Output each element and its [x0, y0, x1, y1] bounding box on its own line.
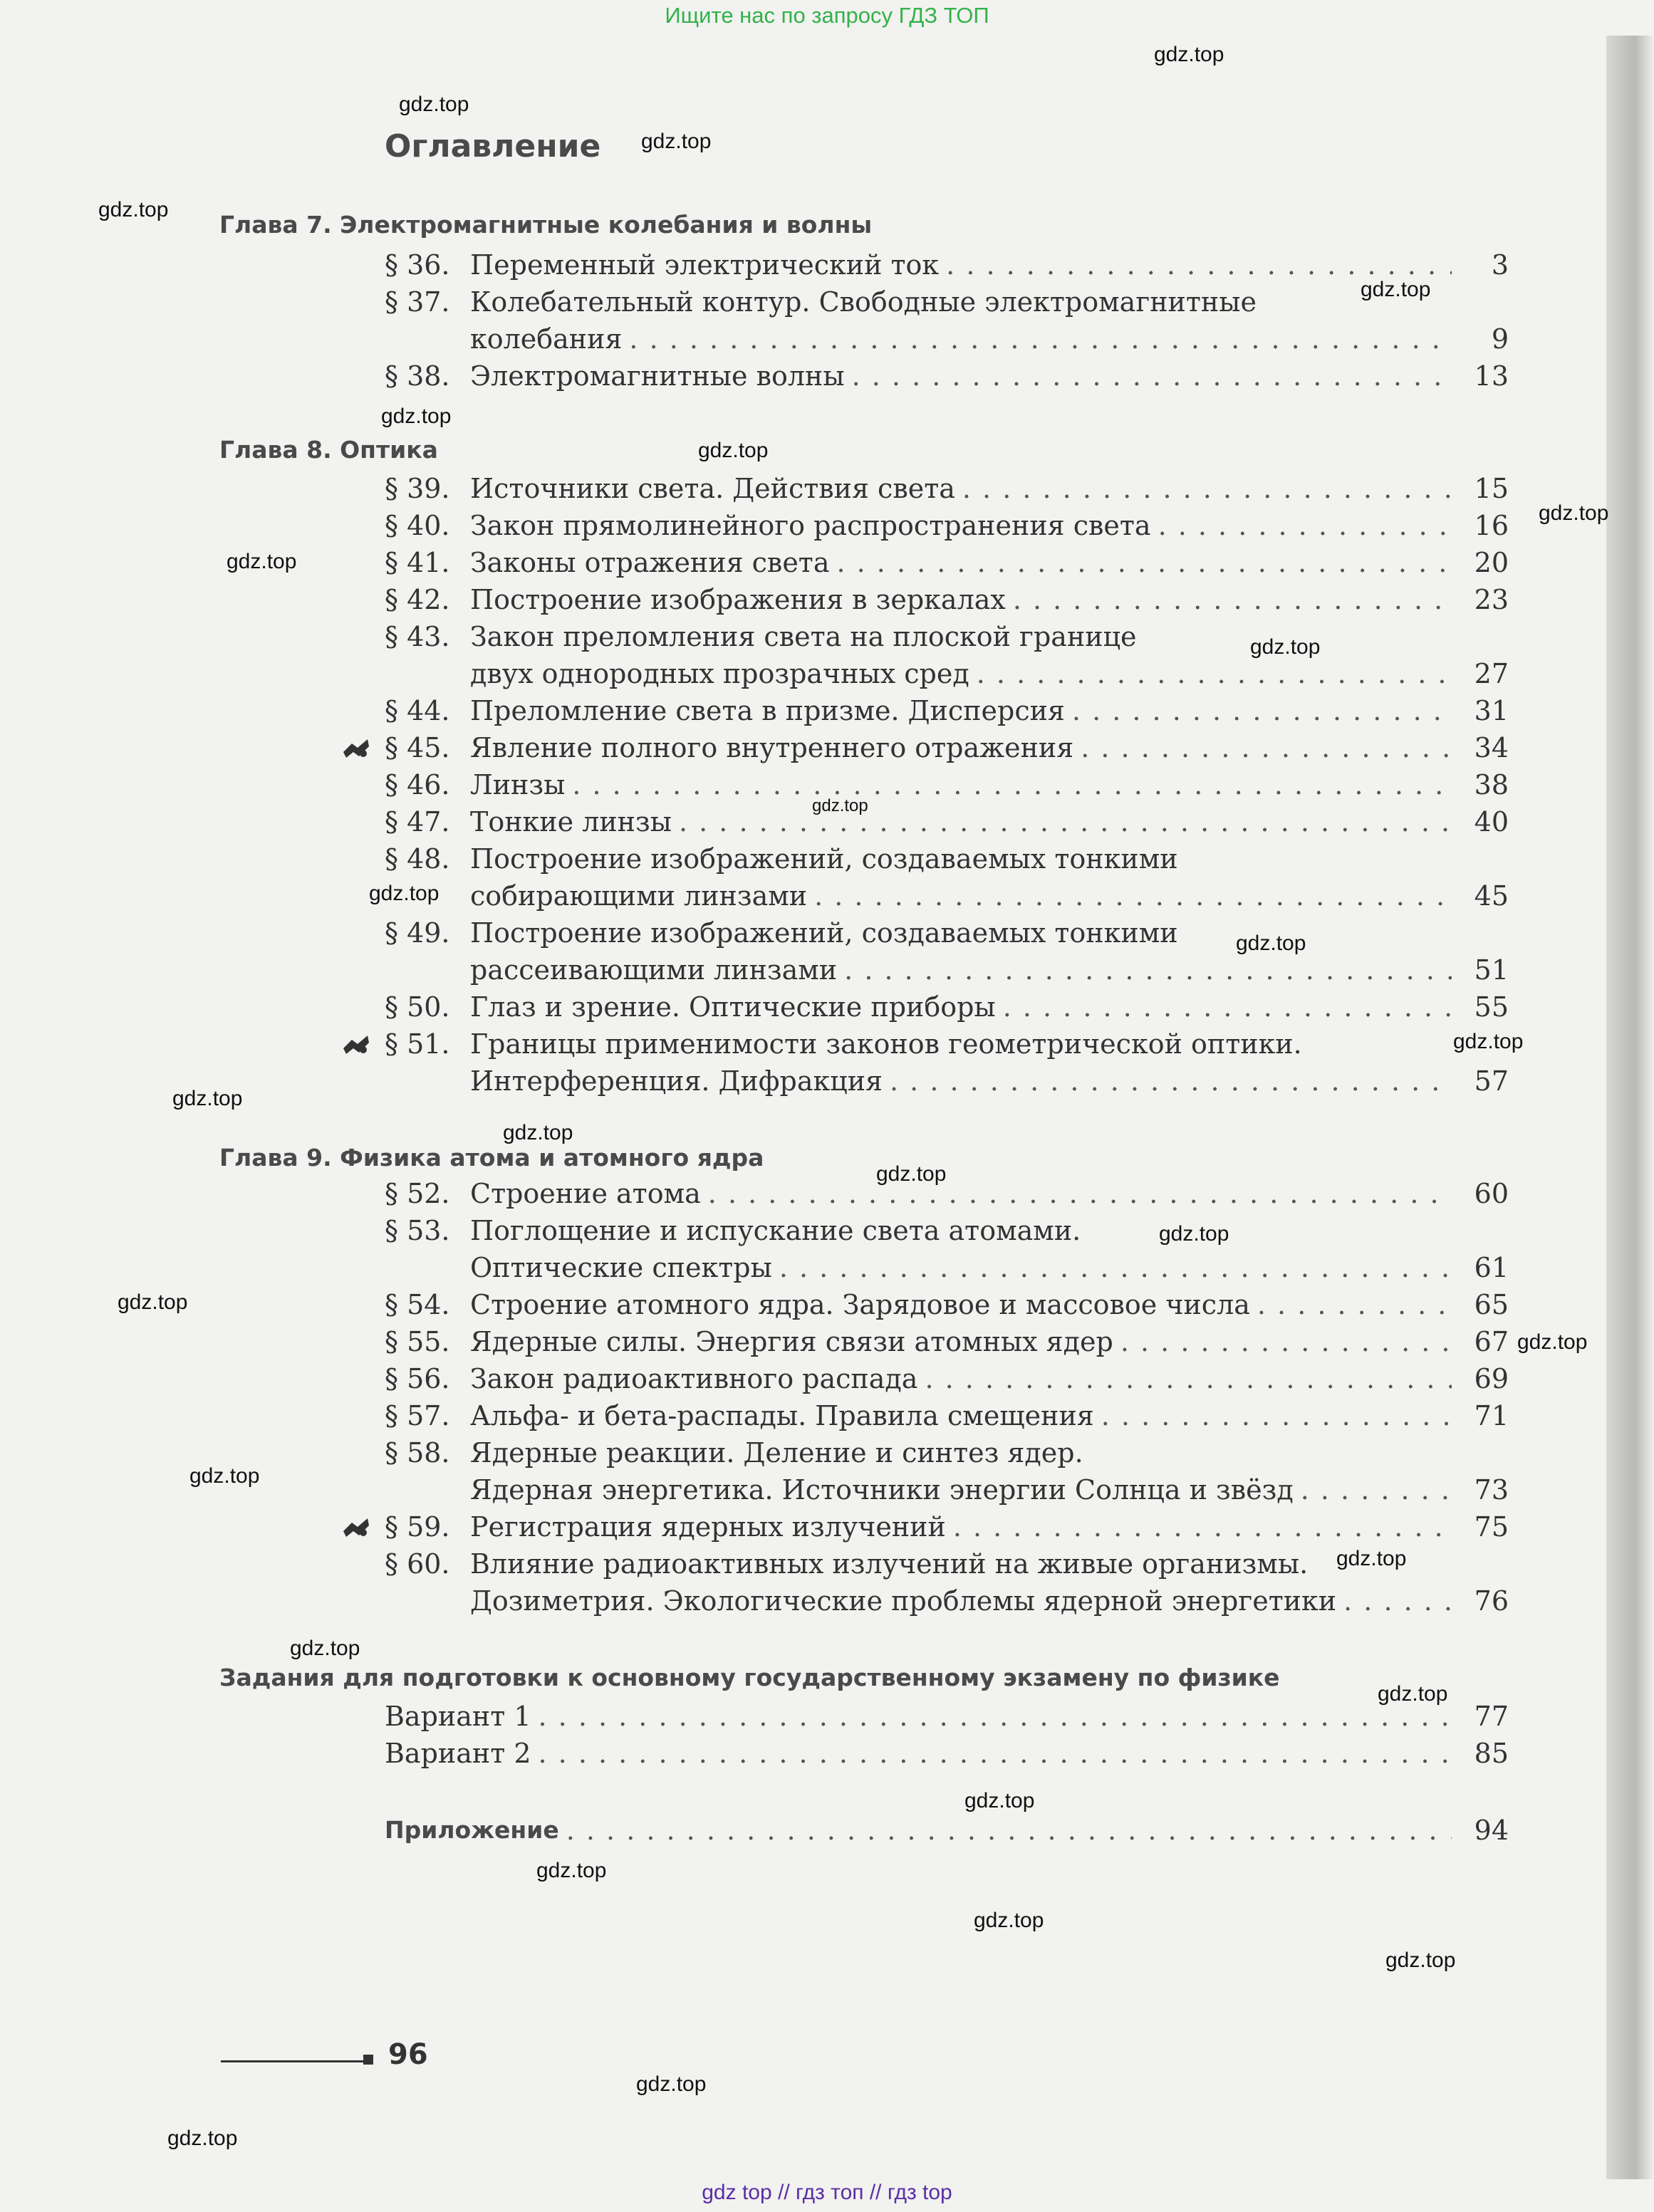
toc-entry-continuation: [385, 1471, 1509, 1508]
toc-entry: [385, 1508, 1509, 1545]
toc-entry: [385, 1286, 1509, 1323]
section-number: § 41.: [385, 547, 450, 578]
chapter-heading: Глава 8. Оптика: [219, 436, 438, 464]
toc-variant: [385, 1698, 1509, 1735]
watermark: gdz.top: [698, 439, 769, 462]
dot-leader: [539, 1698, 1452, 1735]
watermark: gdz.top: [381, 405, 452, 428]
watermark: gdz.top: [227, 550, 297, 573]
entry-title: Закон радиоактивного распада: [470, 1363, 918, 1394]
section-number: § 53.: [385, 1215, 450, 1246]
variant-title: Вариант 1: [385, 1701, 531, 1732]
entry-page: 38: [1474, 769, 1509, 800]
section-number: § 55.: [385, 1326, 450, 1357]
dot-leader: [1101, 1397, 1452, 1434]
toc-entry-continuation: [385, 877, 1509, 914]
watermark: gdz.top: [1385, 1948, 1456, 1972]
toc-entry: [385, 544, 1509, 581]
chapter-heading: Задания для подготовки к основному государственному экзамену по физике: [219, 1664, 1280, 1691]
toc-entry-continuation: [385, 1063, 1509, 1100]
watermark: gdz.top: [1361, 278, 1431, 301]
entry-page: 34: [1474, 732, 1509, 763]
watermark: gdz.top: [812, 796, 868, 815]
section-number: § 54.: [385, 1289, 450, 1320]
dot-leader: [1301, 1471, 1452, 1508]
section-number: § 52.: [385, 1178, 450, 1209]
entry-page: 40: [1474, 806, 1509, 838]
bottom-links-note: gdz top // гдз топ // гдз top: [702, 2181, 952, 2204]
top-search-note: Ищите нас по запросу ГДЗ ТОП: [665, 3, 989, 28]
toc-entry-continuation: [385, 655, 1509, 692]
toc-entry: [385, 283, 1509, 320]
dot-leader: [1081, 729, 1452, 766]
section-number: § 37.: [385, 286, 450, 318]
watermark: gdz.top: [1159, 1222, 1229, 1246]
toc-entry: [385, 1323, 1509, 1360]
entry-title: Альфа- и бета-распады. Правила смещения: [470, 1400, 1094, 1431]
entry-title: Источники света. Действия света: [470, 473, 955, 504]
toc-entry: [385, 840, 1509, 877]
dot-leader: [1013, 581, 1452, 618]
dot-leader: [1072, 692, 1452, 729]
toc-appendix: [385, 1812, 1509, 1849]
entry-title: рассеивающими линзами: [470, 954, 838, 986]
advanced-topic-icon: [342, 736, 370, 759]
watermark: gdz.top: [1236, 932, 1306, 955]
dot-leader: [629, 320, 1452, 358]
watermark: gdz.top: [118, 1290, 188, 1314]
toc-variant: [385, 1735, 1509, 1772]
toc-entry: [385, 1360, 1509, 1397]
toc-entry: [385, 729, 1509, 766]
watermark: gdz.top: [167, 2127, 238, 2150]
page-edge-shadow: [1606, 36, 1654, 2179]
entry-page: 57: [1474, 1065, 1509, 1097]
dot-leader: [844, 951, 1452, 988]
watermark: gdz.top: [503, 1121, 573, 1144]
toc-entry: [385, 470, 1509, 507]
dot-leader: [779, 1249, 1452, 1286]
dot-leader: [962, 470, 1452, 507]
entry-title: Регистрация ядерных излучений: [470, 1511, 946, 1543]
section-number: § 56.: [385, 1363, 450, 1394]
entry-page: 73: [1474, 1474, 1509, 1506]
chapter-heading: Глава 7. Электромагнитные колебания и волны: [219, 211, 873, 239]
entry-title: Построение изображений, создаваемых тонкими: [470, 843, 1178, 875]
toc-entry-continuation: [385, 951, 1509, 988]
watermark: gdz.top: [964, 1789, 1035, 1812]
section-number: § 36.: [385, 249, 450, 281]
entry-title: Ядерная энергетика. Источники энергии Солнца и звёзд: [470, 1474, 1294, 1506]
entry-page: 3: [1491, 249, 1509, 281]
toc-entry: [385, 988, 1509, 1026]
section-number: § 48.: [385, 843, 450, 875]
watermark: gdz.top: [399, 93, 469, 116]
section-number: § 45.: [385, 732, 450, 763]
entry-page: 31: [1474, 695, 1509, 726]
advanced-topic-icon: [342, 1033, 370, 1055]
toc-entry: [385, 803, 1509, 840]
toc-entry: [385, 358, 1509, 395]
entry-title: Поглощение и испускание света атомами.: [470, 1215, 1081, 1246]
entry-title: Линзы: [470, 769, 566, 800]
watermark: gdz.top: [1250, 635, 1321, 659]
section-number: § 59.: [385, 1511, 450, 1543]
entry-title: Строение атомного ядра. Зарядовое и массовое числа: [470, 1289, 1250, 1320]
footer-rule: [221, 2060, 363, 2062]
entry-page: 51: [1474, 954, 1509, 986]
watermark: gdz.top: [98, 198, 169, 221]
toc-entry: [385, 1212, 1509, 1249]
entry-title: Глаз и зрение. Оптические приборы: [470, 991, 996, 1023]
entry-page: 20: [1474, 547, 1509, 578]
toc-entry: [385, 1026, 1509, 1063]
entry-page: 13: [1474, 360, 1509, 392]
entry-title: Закон преломления света на плоской границе: [470, 621, 1137, 652]
entry-page: 65: [1474, 1289, 1509, 1320]
entry-page: 27: [1474, 658, 1509, 689]
watermark: gdz.top: [1378, 1682, 1448, 1706]
dot-leader: [953, 1508, 1452, 1545]
section-number: § 58.: [385, 1437, 450, 1468]
toc-entry: [385, 766, 1509, 803]
dot-leader: [946, 246, 1452, 283]
entry-page: 55: [1474, 991, 1509, 1023]
dot-leader: [572, 766, 1452, 803]
toc-entry: [385, 507, 1509, 544]
dot-leader: [539, 1735, 1452, 1772]
entry-title: Влияние радиоактивных излучений на живые организмы.: [470, 1548, 1309, 1580]
section-number: § 57.: [385, 1400, 450, 1431]
entry-page: 15: [1474, 473, 1509, 504]
entry-page: 61: [1474, 1252, 1509, 1283]
entry-title: Законы отражения света: [470, 547, 830, 578]
toc-entry: [385, 1175, 1509, 1212]
dot-leader: [566, 1812, 1452, 1849]
watermark: gdz.top: [974, 1909, 1044, 1932]
entry-title: Колебательный контур. Свободные электромагнитные: [470, 286, 1257, 318]
entry-title: Электромагнитные волны: [470, 360, 845, 392]
entry-page: 60: [1474, 1178, 1509, 1209]
dot-leader: [836, 544, 1452, 581]
toc-entry-continuation: [385, 1249, 1509, 1286]
entry-title: Ядерные силы. Энергия связи атомных ядер: [470, 1326, 1113, 1357]
toc-entry: [385, 581, 1509, 618]
section-number: § 49.: [385, 917, 450, 949]
entry-title: колебания: [470, 323, 623, 355]
watermark: gdz.top: [1453, 1030, 1524, 1053]
entry-title: Построение изображения в зеркалах: [470, 584, 1006, 615]
watermark: gdz.top: [172, 1087, 243, 1110]
appendix-page: 94: [1474, 1815, 1509, 1846]
toc-entry: [385, 618, 1509, 655]
watermark: gdz.top: [641, 130, 712, 153]
watermark: gdz.top: [290, 1637, 360, 1660]
entry-page: 16: [1474, 510, 1509, 541]
entry-title: Тонкие линзы: [470, 806, 672, 838]
watermark: gdz.top: [1517, 1330, 1588, 1354]
watermark: gdz.top: [536, 1859, 607, 1882]
entry-title: Дозиметрия. Экологические проблемы ядерной энергетики: [470, 1585, 1337, 1617]
entry-title: Преломление света в призме. Дисперсия: [470, 695, 1065, 726]
toc-entry-continuation: [385, 320, 1509, 358]
entry-title: Закон прямолинейного распространения света: [470, 510, 1151, 541]
section-number: § 43.: [385, 621, 450, 652]
variant-title: Вариант 2: [385, 1738, 531, 1769]
advanced-topic-icon: [342, 1515, 370, 1538]
watermark: gdz.top: [876, 1162, 947, 1186]
dot-leader: [1343, 1582, 1452, 1619]
chapter-heading: Глава 9. Физика атома и атомного ядра: [219, 1144, 764, 1172]
entry-page: 45: [1474, 880, 1509, 912]
entry-title: Построение изображений, создаваемых тонкими: [470, 917, 1178, 949]
dot-leader: [1120, 1323, 1452, 1360]
entry-title: двух однородных прозрачных сред: [470, 658, 969, 689]
section-number: § 50.: [385, 991, 450, 1023]
footer-square-bullet: [363, 2055, 373, 2065]
section-number: § 47.: [385, 806, 450, 838]
variant-page: 85: [1474, 1738, 1509, 1769]
section-number: § 44.: [385, 695, 450, 726]
page-number: 96: [388, 2038, 428, 2071]
entry-title: Границы применимости законов геометрической оптики.: [470, 1028, 1302, 1060]
variant-page: 77: [1474, 1701, 1509, 1732]
entry-title: Явление полного внутреннего отражения: [470, 732, 1074, 763]
watermark: gdz.top: [636, 2072, 707, 2096]
dot-leader: [925, 1360, 1452, 1397]
entry-page: 23: [1474, 584, 1509, 615]
toc-entry: [385, 1434, 1509, 1471]
dot-leader: [814, 877, 1452, 914]
entry-title: Строение атома: [470, 1178, 701, 1209]
entry-title: Интерференция. Дифракция: [470, 1065, 883, 1097]
toc-entry: [385, 914, 1509, 951]
page-title: Оглавление: [385, 128, 601, 165]
dot-leader: [852, 358, 1452, 395]
entry-page: 9: [1491, 323, 1509, 355]
section-number: § 38.: [385, 360, 450, 392]
entry-page: 75: [1474, 1511, 1509, 1543]
dot-leader: [708, 1175, 1452, 1212]
dot-leader: [977, 655, 1452, 692]
entry-title: Оптические спектры: [470, 1252, 772, 1283]
dot-leader: [1257, 1286, 1452, 1323]
dot-leader: [1158, 507, 1452, 544]
toc-entry: [385, 1545, 1509, 1582]
watermark: gdz.top: [369, 882, 439, 905]
toc-entry: [385, 246, 1509, 283]
section-number: § 39.: [385, 473, 450, 504]
dot-leader: [890, 1063, 1452, 1100]
section-number: § 60.: [385, 1548, 450, 1580]
entry-page: 67: [1474, 1326, 1509, 1357]
section-number: § 40.: [385, 510, 450, 541]
toc-entry: [385, 692, 1509, 729]
entry-page: 71: [1474, 1400, 1509, 1431]
section-number: § 46.: [385, 769, 450, 800]
toc-entry-continuation: [385, 1582, 1509, 1619]
watermark: gdz.top: [189, 1464, 260, 1488]
watermark: gdz.top: [1539, 501, 1609, 525]
dot-leader: [679, 803, 1452, 840]
entry-title: собирающими линзами: [470, 880, 808, 912]
watermark: gdz.top: [1336, 1547, 1407, 1570]
dot-leader: [1003, 988, 1452, 1026]
section-number: § 51.: [385, 1028, 450, 1060]
watermark: gdz.top: [1154, 43, 1224, 66]
entry-title: Переменный электрический ток: [470, 249, 940, 281]
toc-entry: [385, 1397, 1509, 1434]
entry-page: 69: [1474, 1363, 1509, 1394]
section-number: § 42.: [385, 584, 450, 615]
appendix-title: Приложение: [385, 1816, 559, 1844]
entry-title: Ядерные реакции. Деление и синтез ядер.: [470, 1437, 1083, 1468]
entry-page: 76: [1474, 1585, 1509, 1617]
